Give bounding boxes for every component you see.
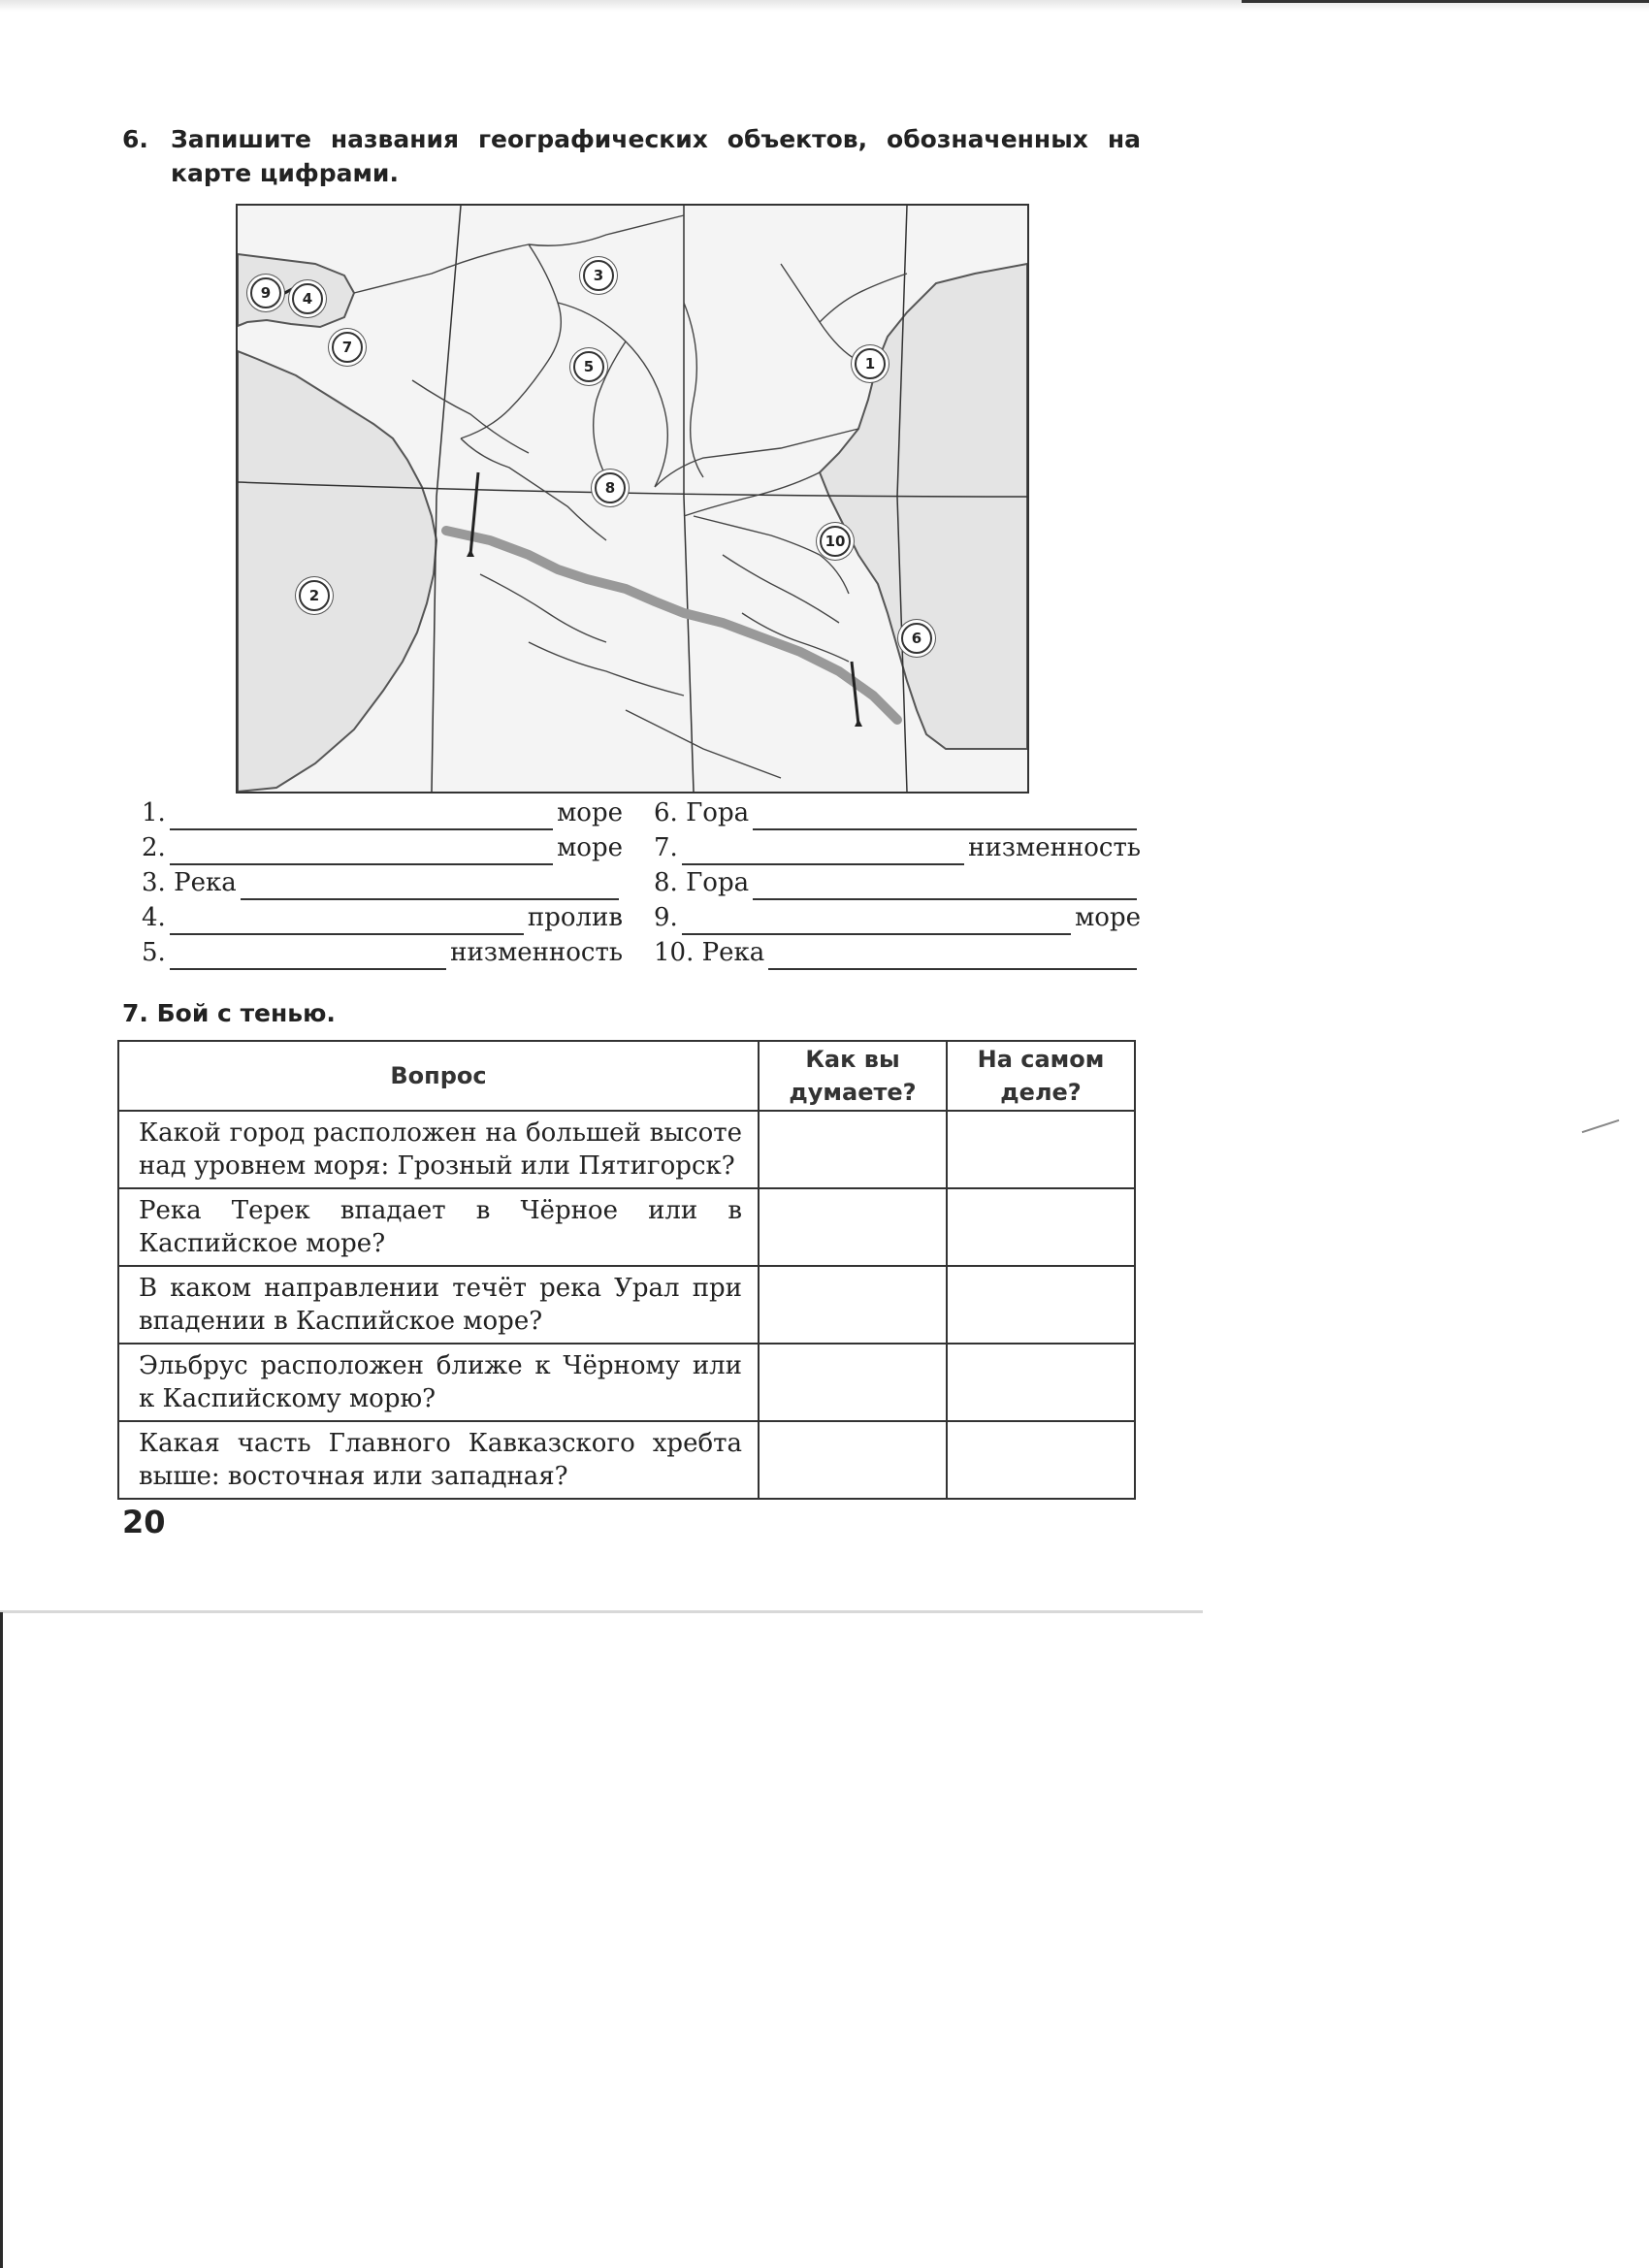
answer-line-7[interactable]: 7. низменность <box>654 830 1141 865</box>
think-answer-cell[interactable] <box>759 1344 947 1421</box>
table-row <box>118 1421 1135 1499</box>
answer-line-10[interactable]: 10. Река <box>654 935 1141 970</box>
answer-line-6[interactable]: 6. Гора <box>654 795 1141 830</box>
actual-answer-cell[interactable] <box>947 1344 1135 1421</box>
actual-answer-cell[interactable] <box>947 1266 1135 1344</box>
think-answer-cell[interactable] <box>759 1266 947 1344</box>
actual-answer-cell[interactable] <box>947 1111 1135 1188</box>
map-marker-4: 4 <box>292 283 323 314</box>
answer-blank[interactable] <box>682 906 1071 935</box>
shadow-fight-table <box>117 1040 1136 1500</box>
map-drawing <box>238 206 1027 792</box>
table-row <box>118 1188 1135 1266</box>
map-marker-3: 3 <box>583 260 614 291</box>
answer-blank[interactable] <box>170 801 553 830</box>
answer-blank[interactable] <box>753 801 1137 830</box>
answer-line-1[interactable]: 1. море <box>142 795 623 830</box>
think-answer-cell[interactable] <box>759 1421 947 1499</box>
answer-line-9[interactable]: 9. море <box>654 900 1141 935</box>
scan-border-left <box>0 1612 3 2268</box>
scan-border-top-right <box>1242 0 1649 3</box>
answer-blank[interactable] <box>241 871 619 900</box>
question-cell: Эльбрус расположен ближе к Чёрному или к Каспийскому морю? <box>118 1344 759 1421</box>
header-question: Вопрос <box>118 1041 759 1111</box>
scan-page-edge <box>0 1610 1203 1613</box>
answer-blank[interactable] <box>753 871 1137 900</box>
answer-blank[interactable] <box>170 906 524 935</box>
map-marker-8: 8 <box>595 472 626 503</box>
contour-map <box>236 204 1029 794</box>
marker-6-pointer <box>852 662 858 725</box>
think-answer-cell[interactable] <box>759 1111 947 1188</box>
header-actual: На самом деле? <box>947 1041 1135 1111</box>
actual-answer-cell[interactable] <box>947 1188 1135 1266</box>
map-marker-1: 1 <box>855 348 886 379</box>
map-marker-5: 5 <box>573 351 604 382</box>
task-7-title: 7. Бой с тенью. <box>122 999 336 1027</box>
map-marker-6: 6 <box>901 623 932 654</box>
question-cell: В каком направлении течёт река Урал при впадении в Каспийское море? <box>118 1266 759 1344</box>
answer-blank[interactable] <box>170 836 553 865</box>
question-cell: Какой город расположен на большей высоте над уровнем моря: Грозный или Пятигорск? <box>118 1111 759 1188</box>
map-marker-9: 9 <box>250 277 281 308</box>
black-sea-area <box>238 351 436 792</box>
question-cell: Река Терек впадает в Чёрное или в Каспийское море? <box>118 1188 759 1266</box>
map-marker-7: 7 <box>332 332 363 363</box>
answer-line-5[interactable]: 5. низменность <box>142 935 623 970</box>
answer-line-8[interactable]: 8. Гора <box>654 865 1141 900</box>
think-answer-cell[interactable] <box>759 1188 947 1266</box>
map-marker-2: 2 <box>299 580 330 611</box>
answer-blank[interactable] <box>682 836 964 865</box>
answer-line-2[interactable]: 2. море <box>142 830 623 865</box>
answer-line-3[interactable]: 3. Река <box>142 865 623 900</box>
answer-blank[interactable] <box>768 941 1137 970</box>
mountain-peak-6 <box>855 719 862 727</box>
page-number: 20 <box>122 1504 166 1540</box>
pen-mark <box>1582 1119 1620 1133</box>
actual-answer-cell[interactable] <box>947 1421 1135 1499</box>
answer-blank[interactable] <box>170 941 446 970</box>
caucasus-ridge <box>446 531 897 720</box>
question-cell: Какая часть Главного Кавказского хребта выше: восточная или западная? <box>118 1421 759 1499</box>
task-6-number: 6. <box>122 125 148 153</box>
marker-8-pointer <box>470 472 478 555</box>
task-6-heading <box>122 122 1141 190</box>
header-think: Как вы думаете? <box>759 1041 947 1111</box>
table-row <box>118 1344 1135 1421</box>
table-header-row <box>118 1041 1135 1111</box>
answer-line-4[interactable]: 4. пролив <box>142 900 623 935</box>
task-6-instruction: Запишите названия географических объектов, обозначенных на карте цифрами. <box>171 125 1141 187</box>
map-marker-10: 10 <box>820 526 851 557</box>
mountain-peak-8 <box>467 549 474 557</box>
table-row <box>118 1266 1135 1344</box>
table-row <box>118 1111 1135 1188</box>
